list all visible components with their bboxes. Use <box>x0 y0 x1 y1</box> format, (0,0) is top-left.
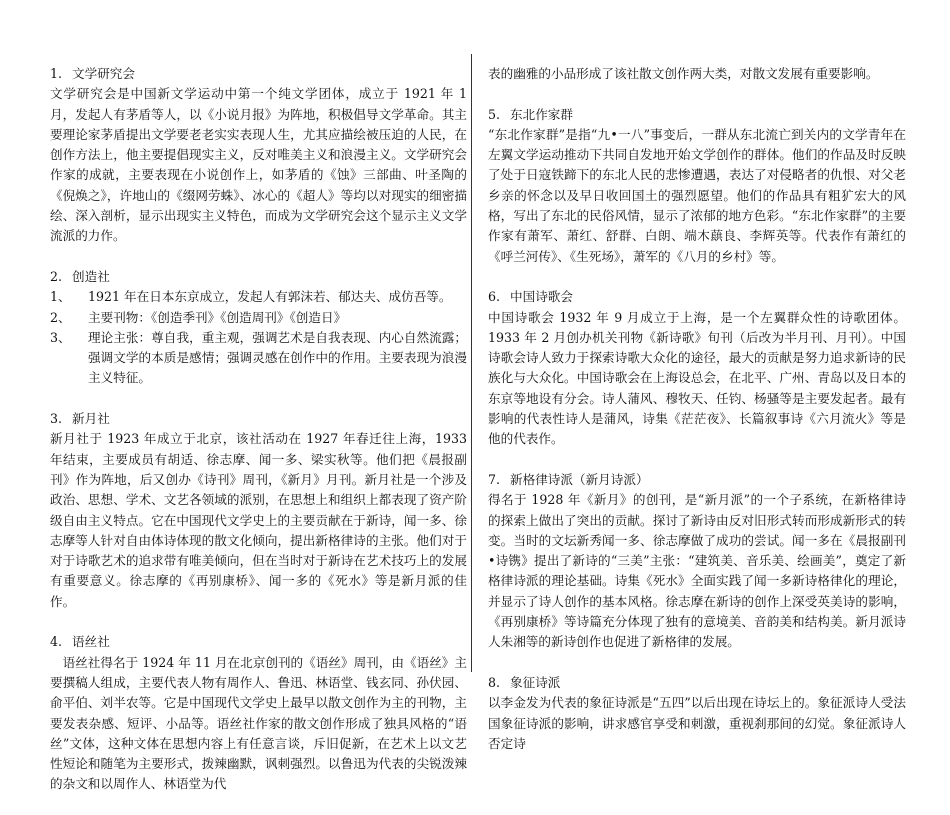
section-paragraph: 新月社于 1923 年成立于北京，该社活动在 1927 年春迁往上海，1933 年结束，主要成员有胡适、徐志摩、闻一多、梁实秋等。他们把《晨报副刊》作为阵地，后又创办《诗刊》周刊，《新月》月刊。新月社是一个涉及政治、思想、学术、文艺各领域的派别，在思想上和组织上都表现了资产阶级自由主义特点。它在中国现代文学史上的主要贡献在于新诗，闻一多、徐志摩等人针对自由体诗体现的散文化倾向，提出新格律诗的主张。他们对于对于诗歌艺术的追求带有唯美倾向，但在当时对于新诗在艺术技巧上的发展有重要意义。徐志摩的《再别康桥》、闻一多的《死水》等是新月派的佳作。 <box>50 431 467 609</box>
section-heading <box>488 105 906 125</box>
section-heading <box>488 287 906 307</box>
list-item-text: 1921 年在日本东京成立，发起人有郭沫若、郁达夫、成仿吾等。 <box>88 289 452 305</box>
section-yusi-society <box>50 632 467 794</box>
section-title: 象征诗派 <box>510 674 561 690</box>
column-divider <box>471 54 472 672</box>
list-item <box>50 308 467 328</box>
list-item-text: 主要刊物：《创造季刊》《创造周刊》《创造日》 <box>88 309 347 325</box>
left-column <box>50 64 467 815</box>
section-paragraph: 文学研究会是中国新文学运动中第一个纯文学团体，成立于 1921 年 1 月，发起人有茅盾等人，以《小说月报》为阵地，积极倡导文学革命。其主要理论家茅盾提出文学要老老实实表现人生，尤其应描绘被压迫的人民，在创作方法上，他主要提倡现实主义，反对唯美主义和浪漫主义。文学研究会作家的成就，主要表现在小说创作上，如茅盾的《蚀》三部曲、叶圣陶的《倪焕之》，许地山的《缀网劳蛛》、冰心的《超人》等均以对现实的细密描绘、深入剖析，显示出现实主义特色，而成为文学研究会这个显示主义文学流派的力作。 <box>50 86 467 244</box>
list-item-text: 理论主张：尊自我，重主观，强调艺术是自我表现、内心自然流露；强调文学的本质是感情；强调灵感在创作中的作用。主要表现为浪漫主义特征。 <box>88 329 467 386</box>
section-title: 新格律诗派（新月诗派） <box>510 471 649 487</box>
section-title: 新月社 <box>72 411 110 427</box>
list-item <box>50 328 467 389</box>
section-number: 1. <box>50 66 63 81</box>
section-yusi-continued <box>488 64 906 84</box>
right-column <box>488 64 906 774</box>
section-title: 中国诗歌会 <box>510 289 573 305</box>
list-item-number: 1、 <box>50 289 71 305</box>
section-heading <box>488 470 906 490</box>
section-number: 4. <box>50 634 63 650</box>
section-literary-research-society <box>50 64 467 247</box>
section-number: 5. <box>488 106 501 122</box>
list-item-number: 2、 <box>50 309 71 325</box>
list-item-number: 3、 <box>50 329 71 345</box>
section-heading <box>50 64 467 84</box>
section-number: 2. <box>50 268 63 284</box>
section-china-poetry-society <box>488 287 906 449</box>
section-number: 8. <box>488 674 501 690</box>
section-heading <box>50 267 467 287</box>
section-title: 东北作家群 <box>510 106 573 122</box>
section-number: 6. <box>488 289 501 305</box>
section-creation-society <box>50 267 467 389</box>
section-heading <box>488 673 906 693</box>
list-item <box>50 287 467 307</box>
section-paragraph: 中国诗歌会 1932 年 9 月成立于上海，是一个左翼群众性的诗歌团体。1933 年 2 月创办机关刊物《新诗歌》旬刊（后改为半月刊、月刊）。中国诗歌会诗人致力于探索诗歌大众化的途径，最大的贡献是努力追求新诗的民族化与大众化。中国诗歌会在上海设总会，在北平、广州、青岛以及日本的东京等地设有分会。诗人蒲风、穆牧天、任钧、杨骚等是主要发起者。最有影响的代表性诗人是蒲风，诗集《茫茫夜》、长篇叙事诗《六月流火》等是他的代表作。 <box>488 309 906 447</box>
section-paragraph: 得名于 1928 年《新月》的创刊，是“新月派”的一个子系统，在新格律诗的探索上做出了突出的贡献。探讨了新诗由反对旧形式转而形成新形式的转变。当时的文坛新秀闻一多、徐志摩做了成功的尝试。闻一多在《晨报副刊•诗镌》提出了新诗的“三美”主张：“建筑美、音乐美、绘画美”，奠定了新格律诗派的理论基础。诗集《死水》全面实践了闻一多新诗格律化的理论，并显示了诗人创作的基本风格。徐志摩在新诗的创作上深受英美诗的影响，《再别康桥》等诗篇充分体现了独有的意境美、音韵美和结构美。新月派诗人朱湘等的新诗创作也促进了新格律的发展。 <box>488 492 906 650</box>
section-title: 创造社 <box>72 268 110 284</box>
section-crescent-society <box>50 409 467 612</box>
section-heading <box>50 409 467 429</box>
section-number: 3. <box>50 411 63 427</box>
section-new-metrical-poetry <box>488 470 906 653</box>
section-title: 语丝社 <box>72 634 110 650</box>
section-heading <box>50 632 467 652</box>
section-paragraph: “东北作家群”是指“九•一八”事变后，一群从东北流亡到关内的文学青年在左翼文学运动推动下共同自发地开始文学创作的群体。他们的作品及时反映了处于日寇铁蹄下的东北人民的悲惨遭遇，表达了对侵略者的仇恨、对父老乡亲的怀念以及早日收回国土的强烈愿望。他们的作品具有粗犷宏大的风格，写出了东北的民俗风情，显示了浓郁的地方色彩。“东北作家群”的主要作家有萧军、萧红、舒群、白朗、端木蕻良、李辉英等。代表作有萧红的《呼兰河传》、《生死场》，萧军的《八月的乡村》等。 <box>488 126 906 264</box>
section-paragraph: 以李金发为代表的象征诗派是“五四”以后出现在诗坛上的。象征派诗人受法国象征诗派的影响，讲求感官享受和刺激，重视刹那间的幻觉。象征派诗人否定诗 <box>488 695 906 751</box>
section-symbolist-poetry <box>488 673 906 754</box>
section-paragraph: 表的幽雅的小品形成了该社散文创作两大类，对散文发展有重要影响。 <box>488 66 879 81</box>
section-title: 文学研究会 <box>72 66 135 81</box>
section-northeast-writers <box>488 105 906 267</box>
section-paragraph: 语丝社得名于 1924 年 11 月在北京创刊的《语丝》周刊，由《语丝》主要撰稿人组成，主要代表人物有周作人、鲁迅、林语堂、钱玄同、孙伏园、俞平伯、刘半农等。它是中国现代文学史上最早以散文创作为主的刊物，主要发表杂感、短评、小品等。语丝社作家的散文创作形成了独具风格的“语丝”文体，这种文体在思想内容上有任意言谈，斥旧促新，在艺术上以文艺性短论和随笔为主要形式，拨辣幽默，讽刺强烈。以鲁迅为代表的尖锐泼辣的杂文和以周作人、林语堂为代 <box>50 654 467 792</box>
section-number: 7. <box>488 471 501 487</box>
